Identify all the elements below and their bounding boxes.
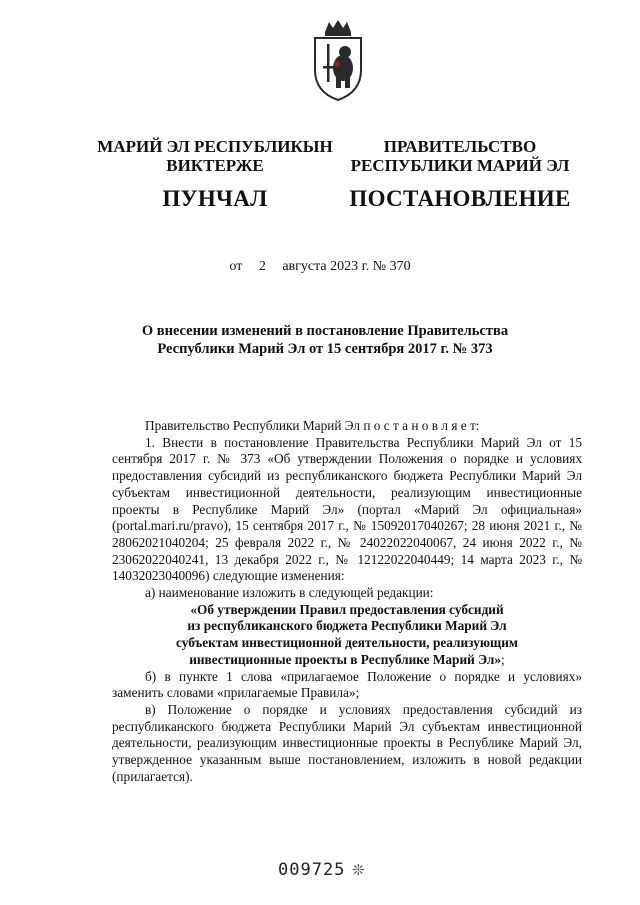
date-prefix: от — [229, 259, 243, 274]
document-body — [112, 418, 582, 785]
header-left-line1: МАРИЙ ЭЛ РЕСПУБЛИКЫН — [97, 137, 333, 156]
document-title — [100, 322, 550, 358]
new-title-line4-tail: ; — [501, 651, 505, 667]
document-date — [0, 259, 640, 275]
new-title-line4-text: инвестиционные проекты в Республике Марий Эл» — [189, 651, 502, 667]
footer-mark: ❊ — [352, 863, 365, 879]
header-right-line2: РЕСПУБЛИКИ МАРИЙ ЭЛ — [350, 156, 570, 175]
paragraph-b: б) в пункте 1 слова «прилагаемое Положение о порядке и условиях» заменить словами «прилагаемые Правила»; — [112, 668, 582, 701]
paragraph-c: в) Положение о порядке и условиях предоставления субсидий из республиканского бюджета Республики Марий Эл субъектам инвестиционной деятельности, реализующим инвестиционные проекты в Республике Марий Эл, утвержденное указанным выше постановлением, изложить в новой редакции (прилагается). — [112, 701, 582, 784]
new-title-line1: «Об утверждении Правил предоставления субсидий — [190, 601, 504, 617]
new-title-line4 — [112, 652, 582, 669]
title-line2: Республики Марий Эл от 15 сентября 2017 г. № 373 — [157, 341, 493, 357]
paragraph-a: а) наименование изложить в следующей редакции: — [145, 585, 434, 601]
new-title-line2: из республиканского бюджета Республики Марий Эл — [187, 618, 507, 634]
date-rest: августа 2023 г. № 370 — [282, 259, 411, 274]
document-serial-number: 009725 — [278, 860, 346, 880]
paragraph-1: 1. Внести в постановление Правительства Республики Марий Эл от 15 сентября 2017 г. № 373 «Об утверждении Положения о порядке и условиях предоставления субсидий из республиканского бюджета Республики Марий Эл субъектам инвестиционной деятельности, реализующим инвестиционные проекты в Республике Марий Эл» (портал «Марий Эл официальная» (portal.mari.ru/pravo), 15 сентября 2017 г., № 15092017040267; 28 июня 2021 г., № 28062021040204; 25 февраля 2022 г., № 24022022040067, 24 июня 2022 г., № 23062022040241, 13 декабря 2022 г., № 12122022040449; 14 марта 2023 г., № 14032023040096) следующие изменения: — [112, 434, 582, 584]
date-day: 2 — [258, 259, 266, 274]
header-left-line2: ВИКТЕРЖЕ — [166, 156, 264, 175]
header-left-doc-type: ПУНЧАЛ — [162, 186, 268, 211]
header-right-line1: ПРАВИТЕЛЬСТВО — [383, 137, 537, 156]
new-title-line3: субъектам инвестиционной деятельности, реализующим — [176, 635, 518, 651]
header-right-doc-type: ПОСТАНОВЛЕНИЕ — [349, 186, 571, 211]
paragraph-resolves: Правительство Республики Марий Эл п о с т а н о в л я е т: — [145, 418, 480, 433]
mari-el-coat-of-arms-icon — [307, 18, 369, 102]
title-line1: О внесении изменений в постановление Правительства — [141, 323, 509, 339]
header-right-block — [340, 137, 580, 211]
header-left-block — [80, 137, 350, 211]
